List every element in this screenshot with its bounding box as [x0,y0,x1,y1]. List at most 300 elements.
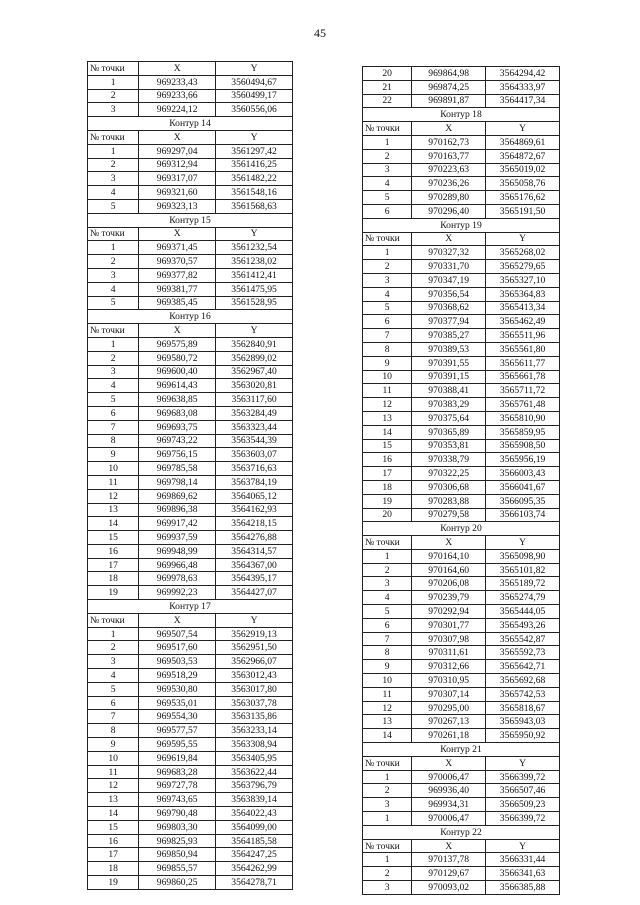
coordinate-row [363,425,560,439]
point-number-cell: 13 [88,793,139,807]
x-coordinate-cell: 969371,45 [139,241,216,255]
x-coordinate-cell: 969507,54 [139,627,216,641]
point-number-cell: 12 [363,398,412,412]
coordinate-row [88,268,293,282]
x-coordinate-cell: 969381,77 [139,282,216,296]
contour-title-row [88,213,293,227]
x-coordinate-cell: 970137,78 [412,853,486,867]
coordinate-row [88,337,293,351]
point-number-cell: 4 [363,177,412,191]
x-coordinate-cell: 970327,32 [412,246,486,260]
point-number-cell: 1 [88,241,139,255]
coordinate-row [88,296,293,310]
point-number-cell: 3 [88,172,139,186]
x-coordinate-cell: 969224,12 [139,103,216,117]
coordinate-row [363,729,560,743]
point-number-cell: 10 [88,462,139,476]
y-coordinate-cell: 3565511,96 [486,329,560,343]
y-coordinate-cell: 3561297,42 [216,144,293,158]
coordinate-row [363,715,560,729]
y-coordinate-cell: 3565711,72 [486,384,560,398]
y-header: Y [486,756,560,770]
x-coordinate-cell: 970375,64 [412,411,486,425]
point-number-cell: 2 [88,89,139,103]
coordinates-table-left [87,61,293,890]
point-number-cell: 1 [363,246,412,260]
contour-title-row [88,600,293,614]
x-coordinate-cell: 969577,57 [139,724,216,738]
coordinate-row [88,531,293,545]
y-coordinate-cell: 3565908,50 [486,439,560,453]
y-coordinate-cell: 3566385,88 [486,881,560,895]
y-coordinate-cell: 3565176,62 [486,191,560,205]
y-coordinate-cell: 3564022,43 [216,807,293,821]
coordinate-row [363,398,560,412]
y-coordinate-cell: 3561232,54 [216,241,293,255]
x-coordinate-cell: 969503,53 [139,655,216,669]
point-number-cell: 12 [88,779,139,793]
coordinate-row [88,489,293,503]
coordinate-row [88,807,293,821]
y-header: Y [486,536,560,550]
coordinate-row [363,301,560,315]
point-number-cell: 18 [363,480,412,494]
column-header-row [88,227,293,241]
y-coordinate-cell: 3565191,50 [486,204,560,218]
point-number-header: № точки [88,613,139,627]
point-number-cell: 5 [363,191,412,205]
y-coordinate-cell: 3563796,79 [216,779,293,793]
point-number-cell: 2 [363,563,412,577]
y-header: Y [486,232,560,246]
coordinate-row [88,834,293,848]
x-coordinate-cell: 970388,41 [412,384,486,398]
y-coordinate-cell: 3565268,02 [486,246,560,260]
y-coordinate-cell: 3566399,72 [486,812,560,826]
y-coordinate-cell: 3562966,07 [216,655,293,669]
y-header: Y [486,122,560,136]
y-coordinate-cell: 3565493,26 [486,618,560,632]
x-coordinate-cell: 970236,26 [412,177,486,191]
y-coordinate-cell: 3564872,67 [486,149,560,163]
x-coordinate-cell: 970301,77 [412,618,486,632]
y-coordinate-cell: 3563622,44 [216,765,293,779]
y-coordinate-cell: 3566507,46 [486,784,560,798]
y-coordinate-cell: 3566399,72 [486,770,560,784]
y-coordinate-cell: 3565279,65 [486,260,560,274]
point-number-header: № точки [363,756,412,770]
x-coordinate-cell: 969785,58 [139,462,216,476]
y-coordinate-cell: 3563017,80 [216,682,293,696]
coordinate-row [88,144,293,158]
x-header: X [412,122,486,136]
coordinate-row [363,80,560,94]
point-number-cell: 8 [363,342,412,356]
x-coordinate-cell: 969377,82 [139,268,216,282]
point-number-cell: 22 [363,94,412,108]
contour-title-row [88,117,293,131]
point-number-cell: 4 [88,186,139,200]
coordinate-row [363,881,560,895]
coordinate-row [363,812,560,826]
point-number-cell: 2 [88,641,139,655]
point-number-header: № точки [88,130,139,144]
point-number-cell: 18 [88,572,139,586]
x-coordinate-cell: 969297,04 [139,144,216,158]
x-coordinate-cell: 970162,73 [412,135,486,149]
y-coordinate-cell: 3566095,35 [486,494,560,508]
contour-title-row [88,310,293,324]
coordinate-row [88,282,293,296]
coordinate-row [88,724,293,738]
y-coordinate-cell: 3565274,79 [486,591,560,605]
coordinate-row [88,241,293,255]
point-number-cell: 16 [88,834,139,848]
y-coordinate-cell: 3566331,44 [486,853,560,867]
coordinate-row [363,163,560,177]
y-coordinate-cell: 3563784,19 [216,475,293,489]
x-coordinate-cell: 970093,02 [412,881,486,895]
point-number-cell: 19 [363,494,412,508]
point-number-cell: 21 [363,80,412,94]
point-number-cell: 6 [88,696,139,710]
x-coordinate-cell: 969798,14 [139,475,216,489]
coordinate-row [363,701,560,715]
x-coordinate-cell: 970322,25 [412,467,486,481]
coordinate-row [88,765,293,779]
x-coordinate-cell: 969580,72 [139,351,216,365]
point-number-cell: 9 [363,660,412,674]
point-number-cell: 3 [363,798,412,812]
y-coordinate-cell: 3564294,42 [486,67,560,81]
coordinate-row [363,177,560,191]
coordinate-row [88,158,293,172]
x-coordinate-cell: 969530,80 [139,682,216,696]
y-coordinate-cell: 3561482,22 [216,172,293,186]
y-coordinate-cell: 3561568,63 [216,199,293,213]
y-coordinate-cell: 3563839,14 [216,793,293,807]
coordinate-row [88,475,293,489]
x-coordinate-cell: 969917,42 [139,517,216,531]
y-coordinate-cell: 3562967,40 [216,365,293,379]
point-number-cell: 9 [88,448,139,462]
x-coordinate-cell: 970164,10 [412,549,486,563]
x-coordinate-cell: 970279,58 [412,508,486,522]
y-coordinate-cell: 3562899,02 [216,351,293,365]
column-header-row [88,613,293,627]
point-number-cell: 1 [88,75,139,89]
point-number-cell: 5 [363,605,412,619]
x-coordinate-cell: 969312,94 [139,158,216,172]
x-header: X [139,227,216,241]
y-coordinate-cell: 3566509,23 [486,798,560,812]
point-number-cell: 1 [363,770,412,784]
x-coordinate-cell: 970163,77 [412,149,486,163]
point-number-cell: 11 [363,687,412,701]
x-coordinate-cell: 970383,29 [412,398,486,412]
point-number-cell: 11 [88,475,139,489]
y-coordinate-cell: 3565592,73 [486,646,560,660]
coordinate-row [88,876,293,890]
point-number-cell: 3 [88,365,139,379]
contour-title: Контур 19 [363,218,560,232]
point-number-cell: 15 [363,439,412,453]
x-coordinate-cell: 969850,94 [139,848,216,862]
coordinate-row [88,420,293,434]
x-coordinate-cell: 969992,23 [139,586,216,600]
coordinate-row [88,669,293,683]
point-number-cell: 15 [88,820,139,834]
point-number-cell: 14 [88,807,139,821]
column-header-row [88,130,293,144]
coordinate-row [88,779,293,793]
y-coordinate-cell: 3564427,07 [216,586,293,600]
coordinate-row [363,508,560,522]
coordinate-row [363,605,560,619]
x-coordinate-cell: 970391,15 [412,370,486,384]
coordinate-row [88,751,293,765]
point-number-cell: 2 [88,255,139,269]
coordinate-row [363,660,560,674]
point-number-cell: 20 [363,67,412,81]
point-number-cell: 3 [363,273,412,287]
y-coordinate-cell: 3565661,78 [486,370,560,384]
coordinate-row [363,798,560,812]
x-coordinate-cell: 969743,65 [139,793,216,807]
x-coordinate-cell: 970310,95 [412,674,486,688]
contour-title: Контур 20 [363,522,560,536]
point-number-cell: 4 [88,379,139,393]
point-number-cell: 8 [88,434,139,448]
point-number-cell: 10 [88,751,139,765]
y-coordinate-cell: 3565950,92 [486,729,560,743]
x-coordinate-cell: 969517,60 [139,641,216,655]
column-header-row [363,756,560,770]
coordinate-row [88,627,293,641]
y-coordinate-cell: 3564333,97 [486,80,560,94]
coordinate-row [88,379,293,393]
x-coordinate-cell: 970289,80 [412,191,486,205]
contour-title: Контур 17 [88,600,293,614]
y-coordinate-cell: 3565859,95 [486,425,560,439]
point-number-cell: 10 [363,370,412,384]
x-coordinate-cell: 969554,30 [139,710,216,724]
point-number-cell: 3 [363,881,412,895]
point-number-cell: 7 [363,632,412,646]
point-number-cell: 4 [363,287,412,301]
point-number-cell: 3 [88,103,139,117]
x-header: X [412,232,486,246]
point-number-cell: 4 [363,591,412,605]
point-number-cell: 5 [88,682,139,696]
point-number-cell: 4 [88,282,139,296]
y-coordinate-cell: 3566041,67 [486,480,560,494]
y-coordinate-cell: 3565101,82 [486,563,560,577]
x-coordinate-cell: 969869,62 [139,489,216,503]
point-number-cell: 14 [88,517,139,531]
y-coordinate-cell: 3561548,16 [216,186,293,200]
coordinate-row [363,135,560,149]
point-number-cell: 17 [363,467,412,481]
x-coordinate-cell: 970365,89 [412,425,486,439]
coordinate-row [363,646,560,660]
point-number-cell: 7 [363,329,412,343]
coordinate-row [363,260,560,274]
coordinates-table-right [362,66,560,895]
y-coordinate-cell: 3564099,00 [216,820,293,834]
point-number-cell: 10 [363,674,412,688]
column-header-row [363,536,560,550]
point-number-cell: 1 [88,337,139,351]
coordinate-row [88,255,293,269]
contour-title: Контур 16 [88,310,293,324]
point-number-cell: 2 [88,158,139,172]
x-coordinate-cell: 970307,98 [412,632,486,646]
y-coordinate-cell: 3565692,68 [486,674,560,688]
point-number-cell: 1 [363,812,412,826]
point-number-cell: 19 [88,876,139,890]
contour-title-row [363,825,560,839]
x-coordinate-cell: 970239,79 [412,591,486,605]
coordinate-row [363,674,560,688]
y-coordinate-cell: 3561475,95 [216,282,293,296]
coordinate-row [363,467,560,481]
y-coordinate-cell: 3563716,63 [216,462,293,476]
y-coordinate-cell: 3560556,06 [216,103,293,117]
y-coordinate-cell: 3563308,94 [216,738,293,752]
point-number-cell: 2 [363,784,412,798]
coordinate-row [88,434,293,448]
point-number-cell: 5 [88,393,139,407]
y-coordinate-cell: 3563405,95 [216,751,293,765]
y-coordinate-cell: 3565413,34 [486,301,560,315]
y-coordinate-cell: 3565444,05 [486,605,560,619]
contour-title-row [363,218,560,232]
x-coordinate-cell: 970006,47 [412,770,486,784]
y-header: Y [216,227,293,241]
y-header: Y [216,324,293,338]
x-header: X [139,324,216,338]
point-number-cell: 8 [88,724,139,738]
coordinate-row [88,103,293,117]
point-number-cell: 1 [363,549,412,563]
column-header-row [363,232,560,246]
point-number-cell: 12 [363,701,412,715]
x-coordinate-cell: 970311,61 [412,646,486,660]
x-coordinate-cell: 969638,85 [139,393,216,407]
point-number-header: № точки [363,536,412,550]
y-coordinate-cell: 3566003,43 [486,467,560,481]
point-number-cell: 12 [88,489,139,503]
y-coordinate-cell: 3565611,77 [486,356,560,370]
x-coordinate-cell: 969937,59 [139,531,216,545]
y-coordinate-cell: 3563020,81 [216,379,293,393]
point-number-cell: 13 [363,411,412,425]
coordinate-row [363,370,560,384]
x-coordinate-cell: 970223,63 [412,163,486,177]
y-coordinate-cell: 3563544,39 [216,434,293,448]
point-number-cell: 6 [363,315,412,329]
y-coordinate-cell: 3565542,87 [486,632,560,646]
coordinate-row [88,586,293,600]
point-number-cell: 2 [363,260,412,274]
coordinate-row [88,503,293,517]
x-coordinate-cell: 969370,57 [139,255,216,269]
coordinate-row [363,384,560,398]
coordinate-row [363,770,560,784]
coordinate-row [88,655,293,669]
contour-title: Контур 15 [88,213,293,227]
y-coordinate-cell: 3565956,19 [486,453,560,467]
x-coordinate-cell: 970331,70 [412,260,486,274]
coordinate-row [363,315,560,329]
y-coordinate-cell: 3562951,50 [216,641,293,655]
coordinate-row [88,848,293,862]
x-header: X [139,613,216,627]
column-header-row [363,839,560,853]
x-coordinate-cell: 970283,88 [412,494,486,508]
coordinate-row [363,287,560,301]
point-number-cell: 3 [363,577,412,591]
point-number-cell: 5 [88,296,139,310]
point-number-cell: 6 [363,204,412,218]
x-coordinate-cell: 969535,01 [139,696,216,710]
contour-title-row [363,108,560,122]
point-number-cell: 3 [88,268,139,282]
point-number-cell: 1 [88,627,139,641]
point-number-cell: 6 [363,618,412,632]
y-coordinate-cell: 3565058,76 [486,177,560,191]
y-coordinate-cell: 3565561,80 [486,342,560,356]
coordinate-row [88,199,293,213]
coordinate-row [88,75,293,89]
point-number-cell: 8 [363,646,412,660]
point-number-cell: 5 [88,199,139,213]
x-header: X [412,839,486,853]
y-coordinate-cell: 3560499,17 [216,89,293,103]
coordinate-row [88,448,293,462]
coordinate-row [363,411,560,425]
x-coordinate-cell: 969600,40 [139,365,216,379]
y-coordinate-cell: 3560494,67 [216,75,293,89]
point-number-header: № точки [363,232,412,246]
coordinate-row [363,591,560,605]
coordinate-row [88,462,293,476]
point-number-cell: 6 [88,406,139,420]
y-coordinate-cell: 3565364,83 [486,287,560,301]
point-number-cell: 17 [88,848,139,862]
coordinate-row [363,453,560,467]
x-coordinate-cell: 969575,89 [139,337,216,351]
x-coordinate-cell: 969743,22 [139,434,216,448]
coordinate-row [88,793,293,807]
y-coordinate-cell: 3563323,44 [216,420,293,434]
coordinate-row [363,784,560,798]
coordinate-row [88,351,293,365]
y-header: Y [216,62,293,76]
x-coordinate-cell: 969934,31 [412,798,486,812]
point-number-header: № точки [88,227,139,241]
coordinate-row [363,618,560,632]
x-coordinate-cell: 970292,94 [412,605,486,619]
y-coordinate-cell: 3562840,91 [216,337,293,351]
x-coordinate-cell: 970389,53 [412,342,486,356]
point-number-cell: 7 [88,710,139,724]
point-number-cell: 7 [88,420,139,434]
coordinate-row [363,191,560,205]
x-coordinate-cell: 969978,63 [139,572,216,586]
contour-title: Контур 18 [363,108,560,122]
